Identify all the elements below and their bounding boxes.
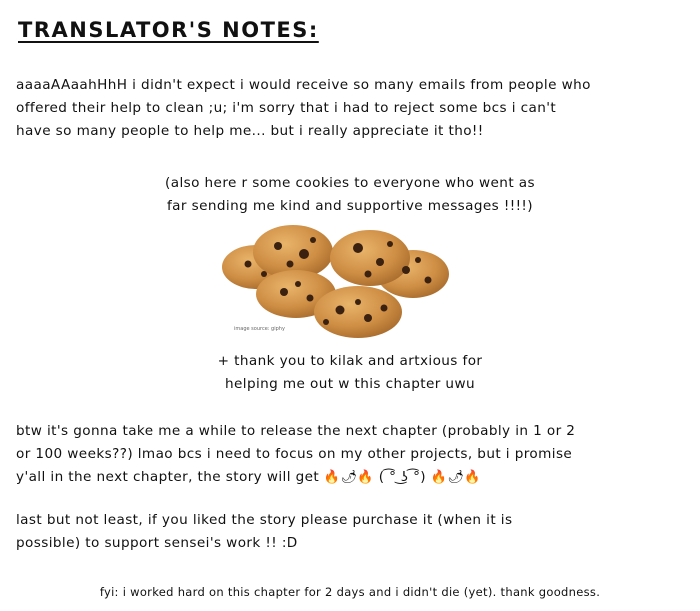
thanks-paragraph	[0, 350, 700, 396]
support-line-1: last but not least, if you liked the story please purchase it (when it is	[16, 512, 513, 528]
intro-line-3: have so many people to help me... but i really appreciate it tho!!	[16, 123, 484, 139]
thanks-line-2: helping me out w this chapter uwu	[224, 376, 475, 392]
cookies-line-1: (also here r some cookies to everyone who went as	[165, 175, 535, 191]
support-line-2: possible) to support sensei's work !! :D	[16, 535, 298, 551]
cookie	[314, 286, 402, 338]
lenny-kaomoji: ( ͡° ͜ʖ ͡°)	[378, 469, 427, 485]
release-line-2: or 100 weeks??) lmao bcs i need to focus on my other projects, but i promise	[16, 446, 573, 462]
support-paragraph	[16, 509, 688, 555]
intro-line-2: offered their help to clean ;u; i'm sorry that i had to reject some bcs i can't	[16, 100, 557, 116]
release-line-3-text: y'all in the next chapter, the story will get	[16, 469, 320, 485]
cookies-line-2: far sending me kind and supportive messages !!!!)	[167, 198, 533, 214]
image-credit: image source: giphy	[234, 326, 285, 332]
cookies-paragraph	[0, 172, 700, 218]
fyi-note: fyi: i worked hard on this chapter for 2 days and i didn't die (yet). thank goodness.	[99, 585, 601, 599]
thanks-line-1: + thank you to kilak and artxious for	[217, 353, 483, 369]
intro-line-1: aaaaAAaahHhH i didn't expect i would receive so many emails from people who	[16, 77, 591, 93]
fire-pepper-emoji: 🔥🌶🔥	[430, 470, 481, 485]
fire-pepper-emoji: 🔥🌶🔥	[323, 470, 374, 485]
release-line-3	[16, 466, 688, 489]
intro-paragraph	[16, 74, 688, 143]
release-line-1: btw it's gonna take me a while to release the next chapter (probably in 1 or 2	[16, 423, 576, 439]
cookie	[330, 230, 410, 286]
page-title: TRANSLATOR'S NOTES:	[18, 18, 319, 42]
cookies-image	[218, 222, 454, 340]
release-paragraph	[16, 420, 688, 489]
